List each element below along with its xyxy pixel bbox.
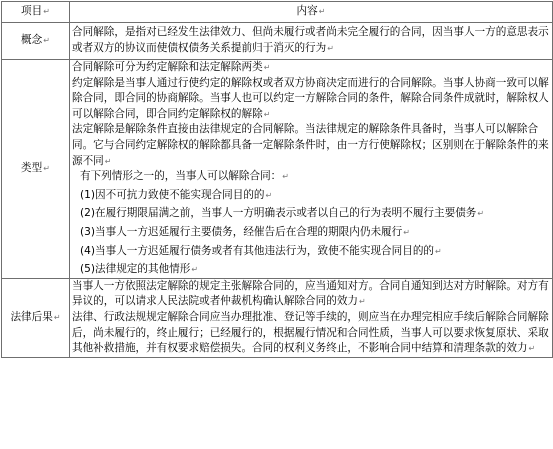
- table-header-row: [2, 2, 553, 23]
- paragraph-mark: ↵: [43, 7, 50, 17]
- types-statutory-termination: 法定解除是解除条件直接由法律规定的合同解除。当法律规定的解除条件具备时，当事人可以解除合同。它与合同约定解除权的解除都具备一定解除条件时，由一方行使解除权；区别则在于解除条件的来源不同↵: [72, 123, 549, 167]
- paragraph-mark: ↵: [43, 36, 50, 46]
- paragraph-mark: ↵: [53, 312, 61, 322]
- paragraph-mark: ↵: [43, 164, 50, 174]
- legal-notice-text: 当事人一方依照法定解除的规定主张解除合同的，应当通知对方。合同自通知到达对方时解除。对方有异议的，可以请求人民法院或者仲裁机构确认解除合同的效力↵: [72, 279, 549, 308]
- row-label-cell: [2, 278, 70, 357]
- row-label-cell: [2, 23, 70, 60]
- header-cell-content: [70, 2, 553, 23]
- list-item: (1)因不可抗力致使不能实现合同目的的↵: [80, 188, 273, 201]
- paragraph-mark: ↵: [318, 7, 326, 17]
- table-row-types: [2, 60, 553, 279]
- legal-effect-text: 法律、行政法规规定解除合同应当办理批准、登记等手续的，则应当在办理完相应手续后解除合同解除后，尚未履行的，终止履行；已经履行的，根据履行情况和合同性质，当事人可以要求恢复原状、采取其他补救措施，并有权要求赔偿损失。合同的权利义务终止，不影响合同中结算和清理条款的效力↵: [72, 310, 549, 355]
- types-intro: 合同解除可分为约定解除和法定解除两类↵: [72, 61, 271, 73]
- types-agreed-termination: 约定解除是当事人通过行使约定的解除权或者双方协商决定而进行的合同解除。当事人协商一致可以解除合同，即合同的协商解除。当事人也可以约定一方解除合同的条件，解除合同条件成就时，解除权人可以解除合同，即合同约定解除权的解除↵: [72, 76, 549, 120]
- row-content-cell: [70, 60, 553, 279]
- types-circumstances-lead: 有下列情形之一的，当事人可以解除合同：↵: [80, 170, 289, 183]
- row-content-cell: [70, 278, 553, 357]
- header-content-label: 内容: [296, 5, 318, 18]
- list-item: (3)当事人一方迟延履行主要债务，经催告后在合理的期限内仍未履行↵: [80, 225, 410, 238]
- row-content-cell: [70, 23, 553, 60]
- table-row-legal-consequences: [2, 278, 553, 357]
- header-item-label: 项目: [21, 5, 43, 18]
- list-item: (5)法律规定的其他情形↵: [80, 263, 199, 276]
- concept-text: 合同解除，是指对已经发生法律效力、但尚未履行或者尚未完全履行的合同，因当事人一方的意思表示或者双方的协议而使债权债务关系提前归于消灭的行为↵: [72, 26, 549, 54]
- list-item: (2)在履行期限届满之前，当事人一方明确表示或者以自己的行为表明不履行主要债务↵: [80, 207, 485, 220]
- row-label-concept: 概念: [21, 34, 43, 47]
- header-cell-item: [2, 2, 70, 23]
- row-label-legal: 法律后果: [10, 310, 53, 323]
- table-row-concept: [2, 23, 553, 60]
- row-label-types: 类型: [21, 162, 43, 175]
- contract-termination-table: [1, 1, 553, 358]
- list-item: (4)当事人一方迟延履行债务或者有其他违法行为，致使不能实现合同目的的↵: [80, 244, 442, 257]
- row-label-cell: [2, 60, 70, 279]
